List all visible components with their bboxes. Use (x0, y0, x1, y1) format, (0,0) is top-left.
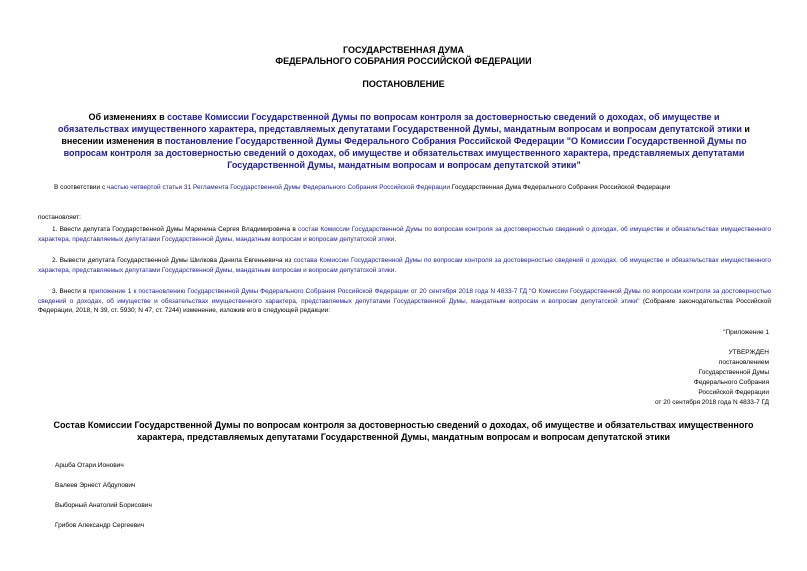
preamble-prefix: В соответствии с (54, 184, 108, 191)
title-link-resolution[interactable]: постановление Государственной Думы Федерального Собрания Российской Федерации "О Комиссии Государственной Думы по вопросам контроля за достоверностью сведений о доходах, об имуществе и обязательствах имущественного характера, представляемых депутатами Государственной Думы, мандатным вопросам и вопросам депутатской этики" (63, 136, 747, 170)
composition-title: Состав Комиссии Государственной Думы по вопросам контроля за достоверностью сведений о доходах, об имуществе и обязательствах имущественного характера, представляемых депутатами Государственной Думы, мандатным вопросам и вопросам депутатской этики (53, 420, 754, 442)
preamble (54, 183, 774, 193)
preamble-link-regulation[interactable]: частью четвертой статьи 31 Регламента Государственной Думы Федерального Собрания Российской Федерации (107, 184, 450, 191)
item-1-suffix: . (394, 235, 397, 243)
document-type: ПОСТАНОВЛЕНИЕ (362, 79, 445, 89)
approved-line-4: Российской Федерации (698, 389, 769, 396)
item-3-suffix: (Собрание законодательства Российской Федерации, 2018, N 39, ст. 5930; N 47, ст. 7244) изменение, изложив его в следующей редакции: (38, 297, 771, 315)
appendix-label: "Приложение 1 (723, 329, 769, 336)
approved-label: УТВЕРЖДЕН (728, 349, 769, 356)
approved-line-1: постановлением (718, 359, 769, 366)
item-2-prefix: 2. Вывести депутата Государственной Думы Шилкова Данила Евгеньевича из (52, 257, 294, 264)
item-2-link[interactable]: состава Комиссии Государственной Думы по вопросам контроля за достоверностью сведений о доходах, об имуществе и обязательствах имущественного характера, представляемых депутатами Государственной Думы, мандатным вопросам и вопросам депутатской этики (38, 257, 771, 274)
title-prefix: Об изменениях в (88, 112, 168, 122)
approved-line-2: Государственной Думы (698, 369, 769, 376)
item-2-suffix: . (394, 266, 397, 274)
document-title (52, 111, 756, 171)
approved-line-5: от 20 сентября 2018 года N 4833-7 ГД (654, 399, 769, 406)
item-1 (38, 225, 771, 244)
member-3: Выборный Анатолий Борисович (55, 502, 152, 509)
issuer-line-1: ГОСУДАРСТВЕННАЯ ДУМА (342, 45, 465, 55)
member-1: Аршба Отари Ионович (55, 462, 124, 469)
item-2 (38, 256, 771, 275)
member-4: Грибов Александр Сергеевич (55, 522, 145, 529)
member-2: Валеев Эрнест Абдулович (55, 482, 136, 489)
resolves-label: постановляет: (38, 214, 81, 221)
item-3-prefix: 3. Внести в (52, 288, 89, 295)
title-link-commission[interactable]: составе Комиссии Государственной Думы по вопросам контроля за достоверностью сведений о доходах, об имуществе и обязательствах имущественного характера, представляемых депутатами Государственной Думы, мандатным вопросам и вопросам депутатской этики (58, 112, 742, 134)
item-1-link[interactable]: состав Комиссии Государственной Думы по вопросам контроля за достоверностью сведений о доходах, об имуществе и обязательствах имущественного характера, представляемых депутатами Государственной Думы, мандатным вопросам и вопросам депутатской этики (38, 226, 771, 243)
preamble-suffix: Государственная Дума Федерального Собрания Российской Федерации (449, 184, 671, 191)
title-middle: и внесении изменения в (61, 124, 750, 146)
issuer-line-2: ФЕДЕРАЛЬНОГО СОБРАНИЯ РОССИЙСКОЙ ФЕДЕРАЦИИ (275, 56, 532, 66)
item-3-link[interactable]: приложение 1 к постановлению Государственной Думы Федерального Собрания Российской Федерации от 20 сентября 2018 года N 4833-7 ГД "О Комиссии Государственной Думы по вопросам контроля за достоверностью сведений о доходах, об имуществе и обязательствах имущественного характера, представляемых депутатами Государственной Думы, мандатным вопросам и вопросам депутатской этики" (38, 288, 771, 305)
item-3 (38, 287, 771, 316)
item-1-prefix: 1. Ввести депутата Государственной Думы Маринина Сергея Владимировича в (52, 226, 299, 233)
approved-line-3: Федерального Собрания (693, 379, 769, 386)
